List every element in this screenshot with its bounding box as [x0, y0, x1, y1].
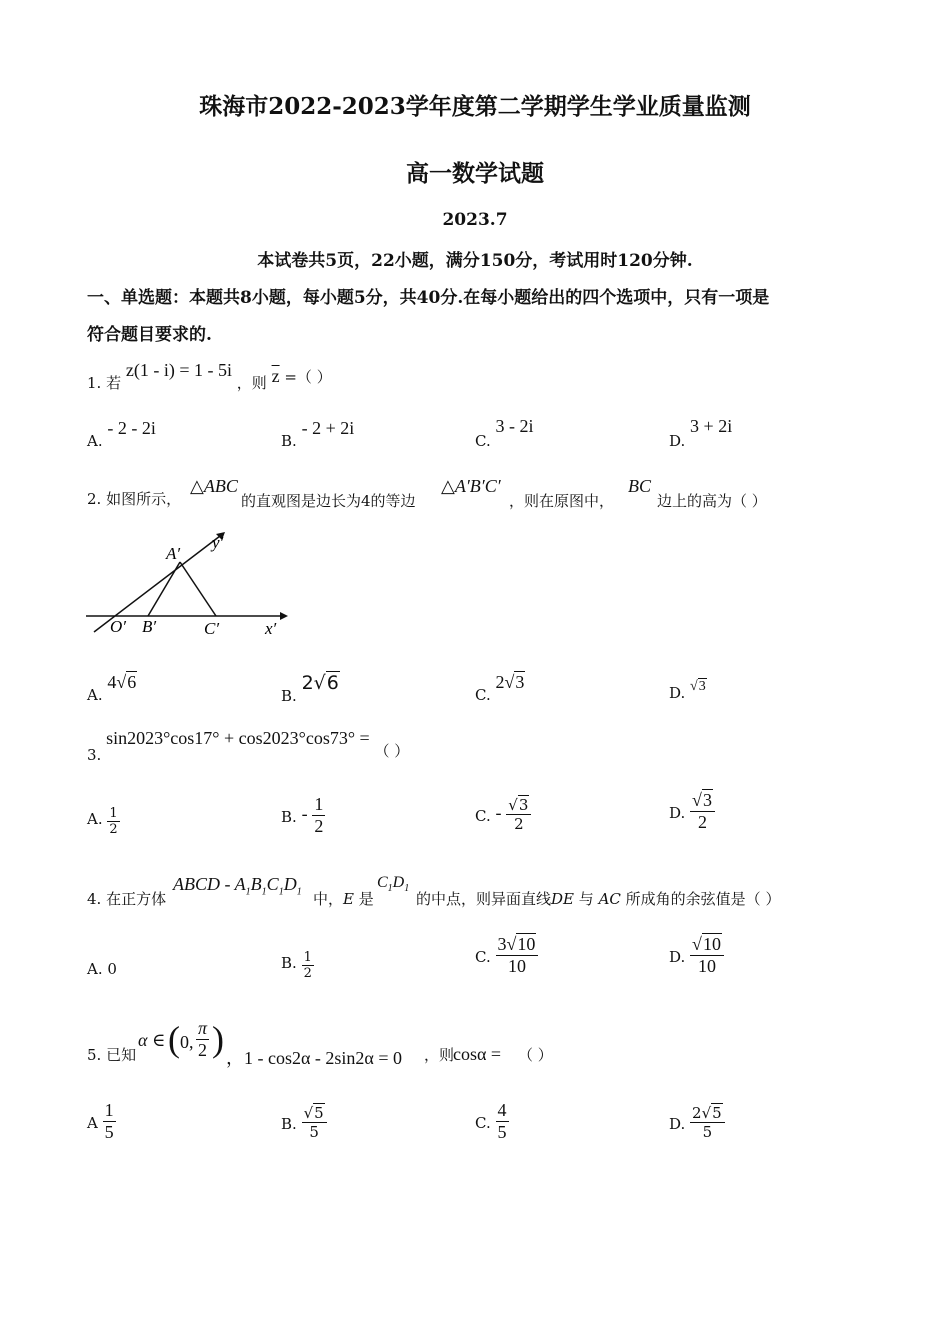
pi-over-2: [196, 1018, 209, 1061]
question-5-connector: ，则: [424, 1046, 455, 1064]
exam-title: 珠海市2022-2023学年度第二学期学生学业质量监测: [199, 93, 751, 120]
oblique-drawing-figure: [84, 528, 294, 640]
numerator: 1: [314, 794, 324, 814]
option-value: 3 - 2i: [495, 416, 534, 436]
option-label: A.: [87, 809, 103, 828]
question-4-mid1: 中，: [313, 890, 344, 908]
fraction: [302, 950, 314, 981]
numerator: 4: [497, 1100, 507, 1120]
question-5-prefix: 5. 已知: [87, 1046, 137, 1064]
label-c-prime: C′: [204, 619, 220, 638]
question-2-text-1: 的直观图是边长为4的等边: [241, 492, 416, 510]
q2-option-c[interactable]: C. 2√3: [475, 672, 525, 704]
question-4-tail: 所成角的余弦值是（ ）: [625, 890, 781, 908]
denominator: 2: [109, 822, 118, 837]
denominator: 10: [507, 956, 526, 976]
option-label: A.: [87, 686, 103, 704]
coef: 2: [692, 1104, 702, 1122]
question-3-number: 3.: [87, 746, 102, 764]
option-radicand: 6: [127, 672, 137, 692]
option-value: 3 + 2i: [690, 416, 733, 436]
point-e: E: [343, 890, 354, 908]
question-4-mid3: 的中点，则异面直线: [416, 890, 552, 908]
edge-ab: [148, 562, 180, 616]
option-label: C.: [475, 432, 491, 450]
option-label: B.: [281, 1114, 297, 1133]
question-3: [87, 728, 410, 764]
numerator: 3: [518, 796, 529, 814]
exam-subtitle: 高一数学试题: [406, 160, 544, 187]
option-radicand: 3: [698, 679, 706, 694]
question-1-expression: z(1 - i) = 1 - 5i: [125, 360, 232, 380]
q2-option-a[interactable]: A. 4√6: [87, 672, 137, 704]
option-value: 0: [107, 960, 117, 978]
section-heading-line1: 一、单选题：本题共8小题，每小题5分，共40分.在每小题给出的四个选项中，只有一项是: [87, 288, 770, 308]
q5-option-a[interactable]: [87, 1100, 116, 1143]
option-label: D.: [669, 947, 686, 966]
q1-option-d[interactable]: [669, 416, 733, 450]
cube-name: ABCD - $A_1B_1C_1D_1$: [173, 874, 302, 898]
option-label: D.: [669, 1114, 686, 1133]
question-5-target: cosα =: [453, 1044, 502, 1064]
option-value: - 2 + 2i: [301, 418, 355, 438]
q5-option-d[interactable]: [669, 1104, 725, 1141]
q1-option-c[interactable]: [475, 416, 534, 450]
question-4-mid2: 是: [358, 890, 374, 908]
question-1-tail: =（ ）: [284, 368, 332, 386]
option-label: A.: [87, 960, 103, 978]
radicand: 5: [314, 1104, 324, 1122]
question-1-conj-z: $\overline{z}$: [271, 366, 280, 386]
fraction: [312, 794, 325, 837]
option-label: C.: [475, 686, 491, 704]
question-3-expression: sin2023°cos17° + cos2023°cos73° =: [106, 728, 370, 748]
q3-option-b[interactable]: [281, 794, 325, 837]
option-label: D.: [669, 684, 686, 702]
option-label: C.: [475, 947, 491, 966]
denominator: 2: [514, 815, 524, 833]
label-b-prime: B′: [142, 617, 157, 636]
option-coef: 2: [301, 672, 314, 694]
exam-info: 本试卷共5页，22小题，满分150分，考试用时120分钟.: [257, 251, 693, 271]
fraction: [107, 806, 119, 837]
option-label: B.: [281, 807, 297, 826]
triangle-abc: △ABC: [190, 476, 238, 496]
question-5-tail: （ ）: [518, 1046, 553, 1064]
numerator: 1: [303, 950, 312, 965]
option-label: B.: [281, 687, 297, 705]
numerator: 1: [109, 806, 118, 821]
option-radicand: 3: [515, 672, 525, 692]
denominator: 2: [198, 1040, 208, 1060]
interval-left: 0,: [180, 1032, 194, 1052]
q3-option-d[interactable]: [669, 790, 715, 833]
option-coef: 4: [107, 672, 117, 692]
section-heading-line2: 符合题目要求的.: [87, 325, 212, 345]
question-1-connector: ，则: [236, 374, 267, 392]
option-coef: 2: [495, 672, 505, 692]
label-o-prime: O′: [110, 617, 126, 636]
fraction: [496, 1100, 509, 1143]
denominator: 2: [303, 966, 312, 981]
triangle-abc-prime: △A′B′C′: [441, 476, 501, 496]
label-x-prime: x′: [265, 619, 277, 638]
denominator: 2: [314, 816, 324, 836]
denominator: 2: [697, 812, 707, 832]
alpha-in: α ∈: [138, 1030, 166, 1050]
fraction: $\frac{2√5}{5}$: [690, 1104, 725, 1141]
option-radicand: 6: [326, 672, 339, 694]
option-label: B.: [281, 953, 297, 972]
question-1-prefix: 1. 若: [87, 374, 122, 392]
fraction: [103, 1100, 116, 1143]
q5-option-b[interactable]: [281, 1104, 327, 1141]
paren-left: (: [168, 1019, 180, 1059]
line-de: DE: [551, 890, 574, 908]
label-a-prime: A′: [166, 544, 181, 563]
line-ac: AC: [598, 890, 621, 908]
x-axis-arrow: [280, 612, 288, 620]
fraction: $\frac{√3}{2}$: [690, 790, 715, 833]
question-2-text-2: ，则在原图中，: [509, 492, 615, 510]
q4-option-b[interactable]: [281, 950, 314, 981]
q4-option-d[interactable]: [669, 934, 724, 977]
option-sign: -: [301, 803, 308, 824]
q3-option-a[interactable]: [87, 806, 120, 837]
q4-option-a[interactable]: [87, 960, 117, 978]
option-label: D.: [669, 803, 686, 822]
option-label: B.: [281, 432, 297, 450]
denominator: 5: [104, 1122, 114, 1142]
option-label: C.: [475, 1113, 491, 1132]
question-1: [87, 360, 332, 392]
question-2-prefix: 2. 如图所示，: [87, 490, 182, 508]
radicand: 10: [517, 934, 536, 954]
numerator: π: [198, 1018, 208, 1038]
q2-option-d[interactable]: D. √3: [669, 679, 706, 702]
option-label: A: [87, 1113, 98, 1132]
fraction: [196, 1018, 209, 1061]
option-label: C.: [475, 806, 491, 825]
option-sign: -: [495, 802, 502, 823]
option-label: D.: [669, 432, 686, 450]
exam-date: 2023.7: [442, 210, 508, 230]
q1-option-b[interactable]: [281, 418, 355, 450]
question-3-tail: （ ）: [374, 742, 410, 760]
option-value: - 2 - 2i: [107, 418, 156, 438]
question-4-text: [313, 888, 374, 909]
label-y-prime: y′: [212, 533, 224, 552]
paren-right: ): [212, 1019, 224, 1059]
radicand: 10: [702, 934, 721, 954]
fraction: $\frac{√10}{10}$: [690, 934, 724, 977]
q3-option-c[interactable]: [475, 796, 531, 833]
numerator: 3: [702, 790, 712, 810]
numerator: 1: [104, 1100, 114, 1120]
option-label: A.: [87, 432, 103, 450]
radicand: 5: [712, 1104, 722, 1122]
q5-option-c[interactable]: [475, 1100, 509, 1143]
q2-option-b[interactable]: B. 2√6: [281, 672, 339, 705]
fraction: $\frac{3√10}{10}$: [496, 934, 539, 977]
edge-ac: [180, 562, 216, 616]
coef: 3: [497, 934, 507, 954]
denominator: 5: [497, 1122, 507, 1142]
alpha-in-interval: [138, 1030, 165, 1051]
fraction: $\frac{√3}{2}$: [506, 796, 531, 833]
segment-c1d1: $C_1D_1$: [377, 874, 410, 895]
question-4-mid4: 与: [578, 890, 594, 908]
side-bc: BC: [628, 476, 652, 496]
question-4-prefix: 4. 在正方体: [87, 890, 167, 908]
fraction: $\frac{√5}{5}$: [302, 1104, 327, 1141]
q1-option-a[interactable]: [87, 418, 156, 450]
question-5-equation: ，1 - cos2α - 2sin2α = 0: [226, 1048, 403, 1068]
question-2-tail: 边上的高为（ ）: [657, 492, 767, 510]
q4-option-c[interactable]: [475, 934, 538, 977]
denominator: 10: [697, 956, 716, 976]
denominator: 5: [309, 1123, 319, 1141]
denominator: 5: [702, 1123, 713, 1141]
question-4-text-2: [416, 888, 780, 909]
cube-name-text: ABCD - A: [173, 874, 246, 894]
